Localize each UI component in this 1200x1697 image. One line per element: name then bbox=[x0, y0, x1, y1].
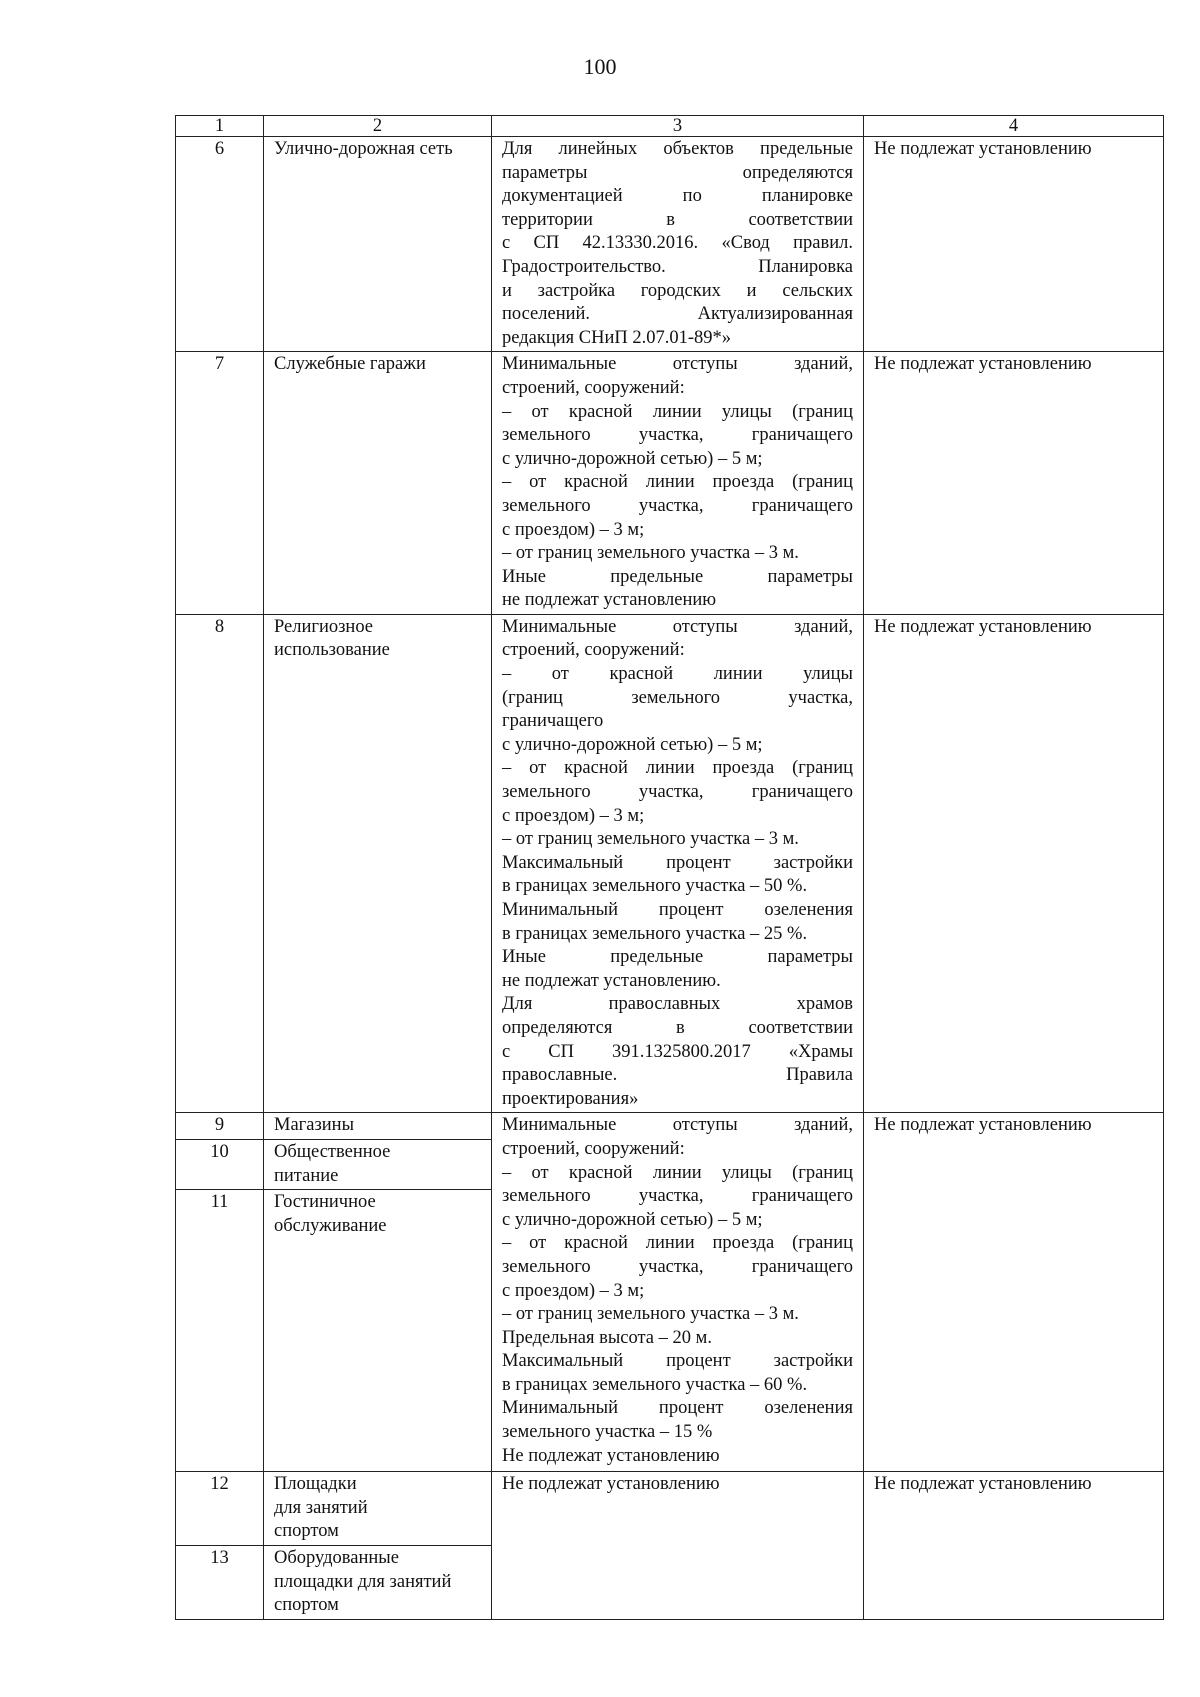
row-number: 11 bbox=[176, 1190, 264, 1472]
parameters-line: Иные предельные параметры bbox=[502, 947, 853, 968]
row-number: 8 bbox=[176, 614, 264, 1112]
use-name bbox=[264, 1545, 492, 1619]
parameters-line: с СП 42.13330.2016. «Свод правил. bbox=[502, 233, 853, 254]
parameters-line: с проездом) – 3 м; bbox=[502, 805, 645, 826]
row-number: 7 bbox=[176, 352, 264, 615]
limits-cell: Не подлежат установлению bbox=[864, 1113, 1164, 1472]
table-row bbox=[176, 1472, 1164, 1546]
parameters-cell bbox=[492, 137, 864, 352]
use-name-line: Служебные гаражи bbox=[274, 354, 426, 375]
parameters-line: Минимальный процент озеленения bbox=[502, 1398, 853, 1419]
use-name-line: Гостиничное bbox=[274, 1192, 376, 1213]
parameters-line: – от красной линии улицы (границ bbox=[502, 1162, 853, 1183]
parameters-cell bbox=[492, 352, 864, 615]
parameters-line: Для православных храмов bbox=[502, 994, 853, 1015]
table-row bbox=[176, 137, 1164, 352]
parameters-line: – от красной линии улицы bbox=[502, 664, 853, 685]
parameters-line: параметры определяются bbox=[502, 162, 853, 183]
parameters-line: – от красной линии проезда (границ bbox=[502, 1233, 853, 1254]
parameters-line: – от красной линии улицы (границ bbox=[502, 401, 853, 422]
limits-cell: Не подлежат установлению bbox=[864, 352, 1164, 615]
use-name-line: Улично-дорожная сеть bbox=[274, 139, 453, 159]
parameters-line: Не подлежат установлению bbox=[502, 1445, 720, 1466]
limits-cell: Не подлежат установлению bbox=[864, 137, 1164, 352]
parameters-line: Предельная высота – 20 м. bbox=[502, 1327, 712, 1348]
parameters-line: – от красной линии проезда (границ bbox=[502, 758, 853, 779]
parameters-line: земельного участка, граничащего bbox=[502, 1256, 853, 1277]
parameters-line: земельного участка, граничащего bbox=[502, 495, 853, 516]
parameters-line: православные. Правила bbox=[502, 1065, 853, 1086]
parameters-line: с улично-дорожной сетью) – 5 м; bbox=[502, 448, 763, 469]
use-name-line: Общественное bbox=[274, 1141, 391, 1162]
parameters-line: – от границ земельного участка – 3 м. bbox=[502, 1304, 799, 1325]
parameters-line: в границах земельного участка – 60 %. bbox=[502, 1374, 808, 1395]
use-name bbox=[264, 614, 492, 1112]
parameters-cell: Не подлежат установлению bbox=[492, 1472, 864, 1620]
use-name bbox=[264, 1472, 492, 1546]
parameters-line: с улично-дорожной сетью) – 5 м; bbox=[502, 1209, 763, 1230]
use-name-line: спортом bbox=[274, 1521, 339, 1542]
parameters-line: редакция СНиП 2.07.01-89*» bbox=[502, 327, 732, 348]
use-name-line: площадки для занятий bbox=[274, 1571, 452, 1592]
parameters-line: с проездом) – 3 м; bbox=[502, 1280, 645, 1301]
parameters-line: не подлежат установлению. bbox=[502, 970, 721, 991]
row-number: 13 bbox=[176, 1545, 264, 1619]
parameters-line: с СП 391.1325800.2017 «Храмы bbox=[502, 1041, 853, 1062]
parameters-line: земельного участка, граничащего bbox=[502, 1186, 853, 1207]
parameters-line: строений, сооружений: bbox=[502, 1138, 685, 1159]
use-name bbox=[264, 1113, 492, 1140]
column-header: 3 bbox=[492, 116, 864, 137]
table-row bbox=[176, 1113, 1164, 1140]
use-name-line: использование bbox=[274, 640, 390, 661]
column-header: 1 bbox=[176, 116, 264, 137]
limits-cell: Не подлежат установлению bbox=[864, 1472, 1164, 1620]
use-name bbox=[264, 1139, 492, 1189]
table-row bbox=[176, 352, 1164, 615]
use-name-line: питание bbox=[274, 1165, 339, 1186]
row-number: 12 bbox=[176, 1472, 264, 1546]
parameters-line: Максимальный процент застройки bbox=[502, 852, 853, 873]
parameters-line: – от красной линии проезда (границ bbox=[502, 472, 853, 493]
column-header: 2 bbox=[264, 116, 492, 137]
parameters-line: строений, сооружений: bbox=[502, 640, 685, 661]
parameters-line: (границ земельного участка, bbox=[502, 687, 853, 708]
parameters-line: Для линейных объектов предельные bbox=[502, 139, 853, 159]
parameters-line: Минимальные отступы зданий, bbox=[502, 354, 853, 375]
use-name-line: Площадки bbox=[274, 1474, 357, 1495]
parameters-line: Градостроительство. Планировка bbox=[502, 256, 853, 277]
parameters-line: с проездом) – 3 м; bbox=[502, 519, 645, 540]
limits-cell: Не подлежат установлению bbox=[864, 614, 1164, 1112]
parameters-line: земельного участка, граничащего bbox=[502, 425, 853, 446]
use-name bbox=[264, 352, 492, 615]
row-number: 9 bbox=[176, 1113, 264, 1140]
regulations-table bbox=[175, 115, 1164, 1620]
parameters-line: Минимальный процент озеленения bbox=[502, 900, 853, 920]
page-number: 100 bbox=[583, 54, 617, 79]
parameters-line: территории в соответствии bbox=[502, 209, 853, 230]
parameters-line: Минимальные отступы зданий, bbox=[502, 616, 853, 637]
table-header-row bbox=[176, 116, 1164, 137]
parameters-line: в границах земельного участка – 50 %. bbox=[502, 876, 808, 897]
parameters-line: земельного участка, граничащего bbox=[502, 782, 853, 803]
parameters-line: с улично-дорожной сетью) – 5 м; bbox=[502, 734, 763, 755]
use-name-line: спортом bbox=[274, 1595, 339, 1616]
row-number: 6 bbox=[176, 137, 264, 352]
parameters-line: земельного участка – 15 % bbox=[502, 1422, 713, 1443]
use-name-line: Оборудованные bbox=[274, 1547, 399, 1568]
parameters-line: документацией по планировке bbox=[502, 186, 853, 207]
parameters-line: не подлежат установлению bbox=[502, 590, 717, 611]
use-name-line: обслуживание bbox=[274, 1215, 387, 1236]
use-name bbox=[264, 137, 492, 352]
parameters-line: Минимальные отступы зданий, bbox=[502, 1115, 853, 1136]
parameters-line: строений, сооружений: bbox=[502, 377, 685, 398]
parameters-line: – от границ земельного участка – 3 м. bbox=[502, 543, 799, 564]
parameters-line: граничащего bbox=[502, 711, 604, 732]
parameters-line: определяются в соответствии bbox=[502, 1017, 853, 1038]
parameters-line: поселений. Актуализированная bbox=[502, 304, 853, 325]
parameters-line: и застройка городских и сельских bbox=[502, 280, 853, 301]
parameters-cell bbox=[492, 614, 864, 1112]
column-header: 4 bbox=[864, 116, 1164, 137]
parameters-line: проектирования» bbox=[502, 1088, 639, 1109]
parameters-line: – от границ земельного участка – 3 м. bbox=[502, 829, 799, 850]
use-name-line: Религиозное bbox=[274, 616, 374, 637]
use-name-line: для занятий bbox=[274, 1497, 368, 1518]
table-row bbox=[176, 614, 1164, 1112]
row-number: 10 bbox=[176, 1139, 264, 1189]
use-name-line: Магазины bbox=[274, 1115, 354, 1136]
parameters-line: Максимальный процент застройки bbox=[502, 1351, 853, 1372]
parameters-line: в границах земельного участка – 25 %. bbox=[502, 923, 808, 944]
parameters-cell bbox=[492, 1113, 864, 1472]
use-name bbox=[264, 1190, 492, 1472]
parameters-line: Иные предельные параметры bbox=[502, 566, 853, 587]
